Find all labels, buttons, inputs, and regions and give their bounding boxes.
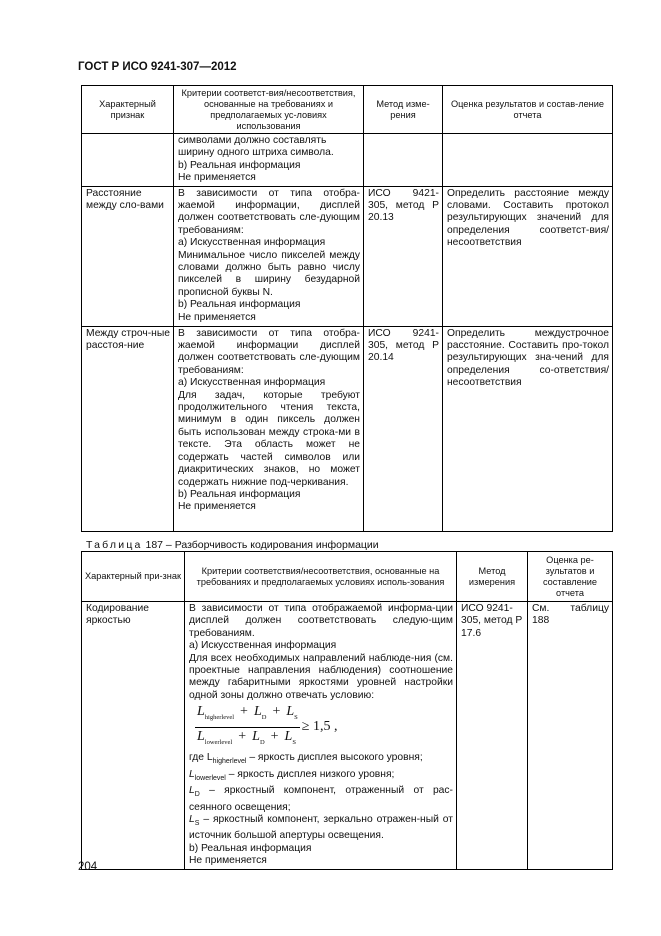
criteria-text: Не применяется [178,501,256,513]
cell-method [364,134,443,187]
table-2-caption [86,539,379,551]
cell-method: ИСО 9241-305, метод Р 20.14 [364,326,443,531]
cell-feature: Кодирование яркостью [82,602,185,870]
formula-legend-d: $L_D$ – яркостный компонент, отраженный от рас-сеянного освещения; [189,785,453,813]
header-evaluation: Оценка ре-зультатов и составление отчета [528,552,613,602]
cell-method: ИСО 9421-305, метод Р 20.13 [364,186,443,326]
table-row-luminance-coding [82,602,613,870]
cell-feature [82,134,174,187]
table-row-word-spacing [82,186,613,326]
criteria-text: а) Искусственная информация [178,377,326,389]
criteria-text: В зависимости от типа отобра-жаемой информации дисплей должен соответствовать сле-дующим требованиям: [178,327,360,376]
formula-denominator: $L_{lowerlevel} + L_D + L_S$ [197,728,296,746]
cell-feature: Между строч-ные расстоя-ние [82,326,174,531]
criteria-text: b) Реальная информация [178,488,301,500]
criteria-text: а) Искусственная информация [178,237,326,249]
cell-evaluation: Определить междустрочное расстояние. Составить про-токол результирующих зна-чений для определения со-ответствия/несоответствия [443,326,613,531]
table-header-row [82,86,613,134]
criteria-text: а) Искусственная информация [189,640,337,652]
formula-numerator: $L_{higherlevel} + L_D + L_S$ [195,703,300,728]
criteria-text: Для задач, которые требуют продолжительного чтения текста, минимум в один пиксель должен быть использован между строка-ми в тексте. Эта область может не содержать частей символов или диакритических знаков, но может содержать нижние под-черкивания. [178,389,360,488]
header-criteria: Критерии соответст-вия/несоответствия, основанные на требованиях и предполагаемых ус-ловиях использования [174,86,364,134]
cell-evaluation [443,134,613,187]
criteria-text: Для всех необходимых направлений наблюде-ния (см. проектные направления наблюдения) соотношение между габаритными яркостями уровней настройки одной зоны должно отвечать условию: [189,652,453,701]
cell-criteria [174,134,364,187]
formula-legend-low: $L_{lowerlevel}$ – яркость дисплея низкого уровня; [189,768,395,782]
cell-method: ИСО 9241-305, метод Р 17.6 [457,602,528,870]
formula-relation: ≥ 1,5 , [301,719,338,735]
table-row-line-spacing [82,326,613,531]
page-number: 204 [78,861,98,873]
header-method: Метод измерения [457,552,528,602]
header-method: Метод изме-рения [364,86,443,134]
formula-legend-s: $L_S$ – яркостный компонент, зеркально отражен-ный от источник большой апертуры освещения. [189,814,453,842]
criteria-text: В зависимости от типа отображаемой информа-ции дисплей должен соответствовать следую-щим требованиям. [189,603,453,639]
cell-evaluation: Определить расстояние между словами. Составить протокол результирующих значений для определения соответст-вия/несоответствия [443,186,613,326]
cell-criteria [185,602,457,870]
criteria-text: Не применяется [178,311,256,323]
header-feature: Характерный при-знак [82,552,185,602]
criteria-text: b) Реальная информация [178,299,301,311]
table-1 [81,85,613,532]
table-row-continuation [82,134,613,187]
cell-evaluation: См. таблицу 188 [528,602,613,870]
formula-fraction [195,703,300,752]
criteria-text: Не применяется [189,855,267,867]
criteria-text: В зависимости от типа отобра-жаемой информации, дисплей должен соответствовать сле-дующим требованиям: [178,187,360,236]
criteria-line: Не применяется [178,172,256,184]
criteria-text: Минимальное число пикселей между словами должно быть равно числу пикселей в ширину безударной прописной буквы N. [178,249,360,298]
header-evaluation: Оценка результатов и состав-ление отчета [443,86,613,134]
document-header: ГОСТ Р ИСО 9241-307—2012 [78,61,237,73]
cell-feature: Расстояние между сло-вами [82,186,174,326]
criteria-line: символами должно составлять [178,135,327,146]
criteria-text: b) Реальная информация [189,842,312,854]
cell-criteria [174,326,364,531]
header-feature: Характерный признак [82,86,174,134]
formula-legend-high: где $L_{higherlevel}$ – яркость дисплея высокого уровня; [189,752,423,766]
header-criteria: Критерии соответствия/несоответствия, основанные на требованиях и предполагаемых условиях исполь-зования [185,552,457,602]
criteria-line: ширину одного штриха символа. [178,147,334,159]
caption-word: Таблица [86,539,143,551]
caption-text: 187 – Разборчивость кодирования информации [145,539,379,551]
luminance-ratio-formula [189,702,453,752]
table-header-row [82,552,613,602]
cell-criteria [174,186,364,326]
criteria-line: b) Реальная информация [178,159,301,171]
table-2 [81,551,613,870]
